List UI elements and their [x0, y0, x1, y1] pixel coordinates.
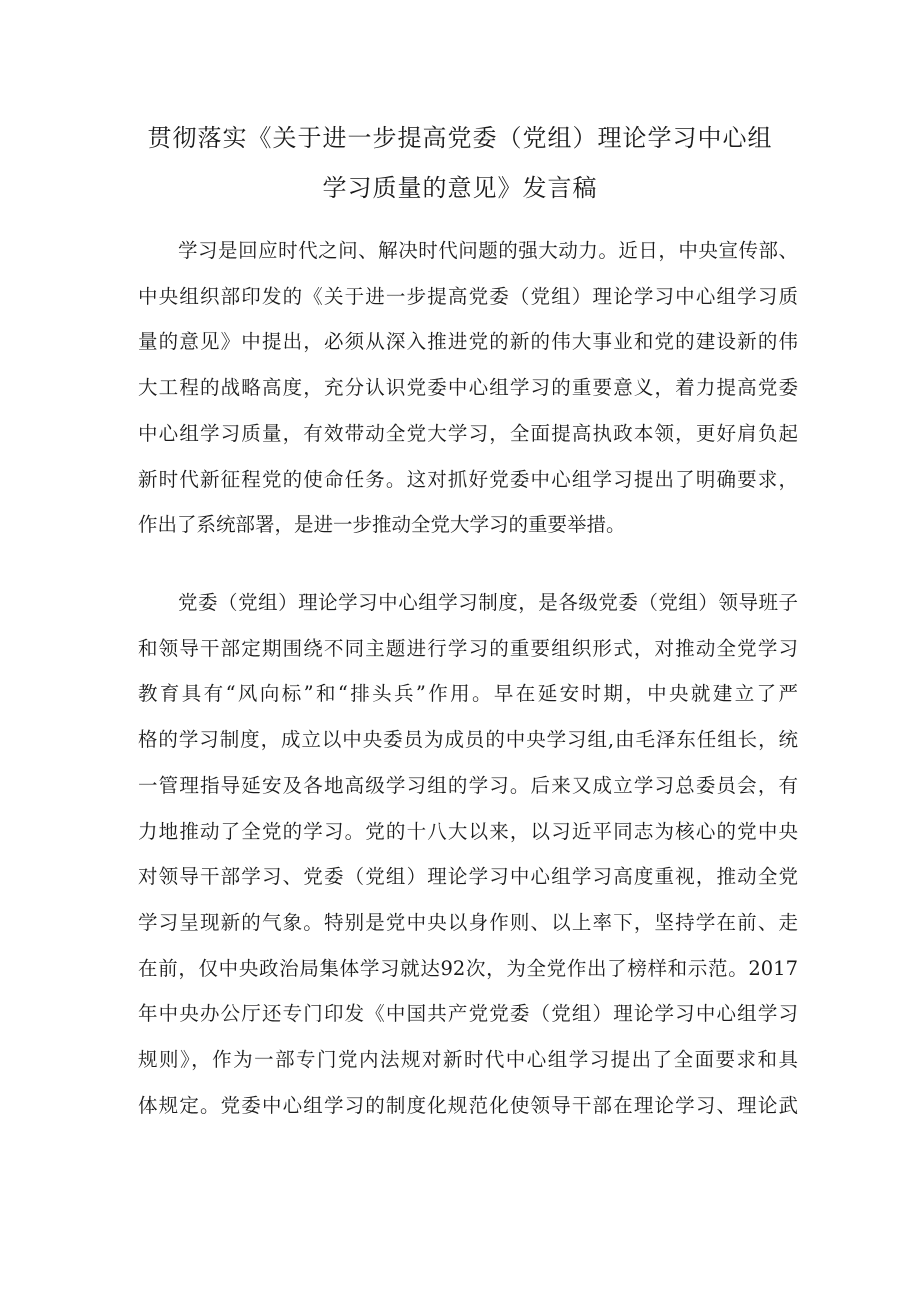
- paragraph-line: 体规定。党委中心组学习的制度化规范化使领导干部在理论学习、理论武: [138, 1093, 798, 1117]
- document-title: [120, 113, 800, 213]
- paragraph-line: 作出了系统部署，是进一步推动全党大学习的重要举措。: [138, 513, 626, 537]
- paragraph-line: 中央组织部印发的《关于进一步提高党委（党组）理论学习中心组学习质: [138, 284, 798, 308]
- paragraph-line: 中心组学习质量，有效带动全党大学习，全面提高执政本领，更好肩负起: [138, 421, 798, 445]
- paragraph-line: 对领导干部学习、党委（党组）理论学习中心组学习高度重视，推动全党: [138, 865, 798, 889]
- title-line-2: 学习质量的意见》发言稿: [322, 174, 598, 202]
- paragraph-line: 大工程的战略高度，充分认识党委中心组学习的重要意义，着力提高党委: [138, 376, 798, 400]
- paragraph-line: 学习是回应时代之问、解决时代问题的强大动力。近日，中央宣传部、: [138, 239, 798, 262]
- paragraph-line: 在前，仅中央政治局集体学习就达92次，为全党作出了榜样和示范。2017: [138, 956, 798, 980]
- paragraph-line: 新时代新征程党的使命任务。这对抓好党委中心组学习提出了明确要求，: [138, 467, 798, 491]
- paragraph-line: 格的学习制度，成立以中央委员为成员的中央学习组,由毛泽东任组长，统: [138, 728, 798, 752]
- paragraph-2: [138, 580, 798, 1128]
- paragraph-line: 量的意见》中提出，必须从深入推进党的新的伟大事业和党的建设新的伟: [138, 330, 798, 354]
- paragraph-line: 教育具有“风向标”和“排头兵”作用。早在延安时期，中央就建立了严: [138, 682, 798, 706]
- paragraph-line: 力地推动了全党的学习。党的十八大以来，以习近平同志为核心的党中央: [138, 819, 798, 843]
- paragraph-line: 一管理指导延安及各地高级学习组的学习。后来又成立学习总委员会，有: [138, 773, 798, 797]
- paragraph-line: 学习呈现新的气象。特别是党中央以身作则、以上率下，坚持学在前、走: [138, 910, 798, 934]
- paragraph-1: [138, 228, 798, 548]
- paragraph-line: 和领导干部定期围绕不同主题进行学习的重要组织形式，对推动全党学习: [138, 636, 798, 660]
- paragraph-line: 规则》，作为一部专门党内法规对新时代中心组学习提出了全面要求和具: [138, 1048, 798, 1072]
- paragraph-line: 党委（党组）理论学习中心组学习制度，是各级党委（党组）领导班子: [138, 591, 798, 614]
- paragraph-line: 年中央办公厅还专门印发《中国共产党党委（党组）理论学习中心组学习: [138, 1002, 798, 1026]
- title-line-1: 贯彻落实《关于进一步提高党委（党组）理论学习中心组: [147, 124, 773, 152]
